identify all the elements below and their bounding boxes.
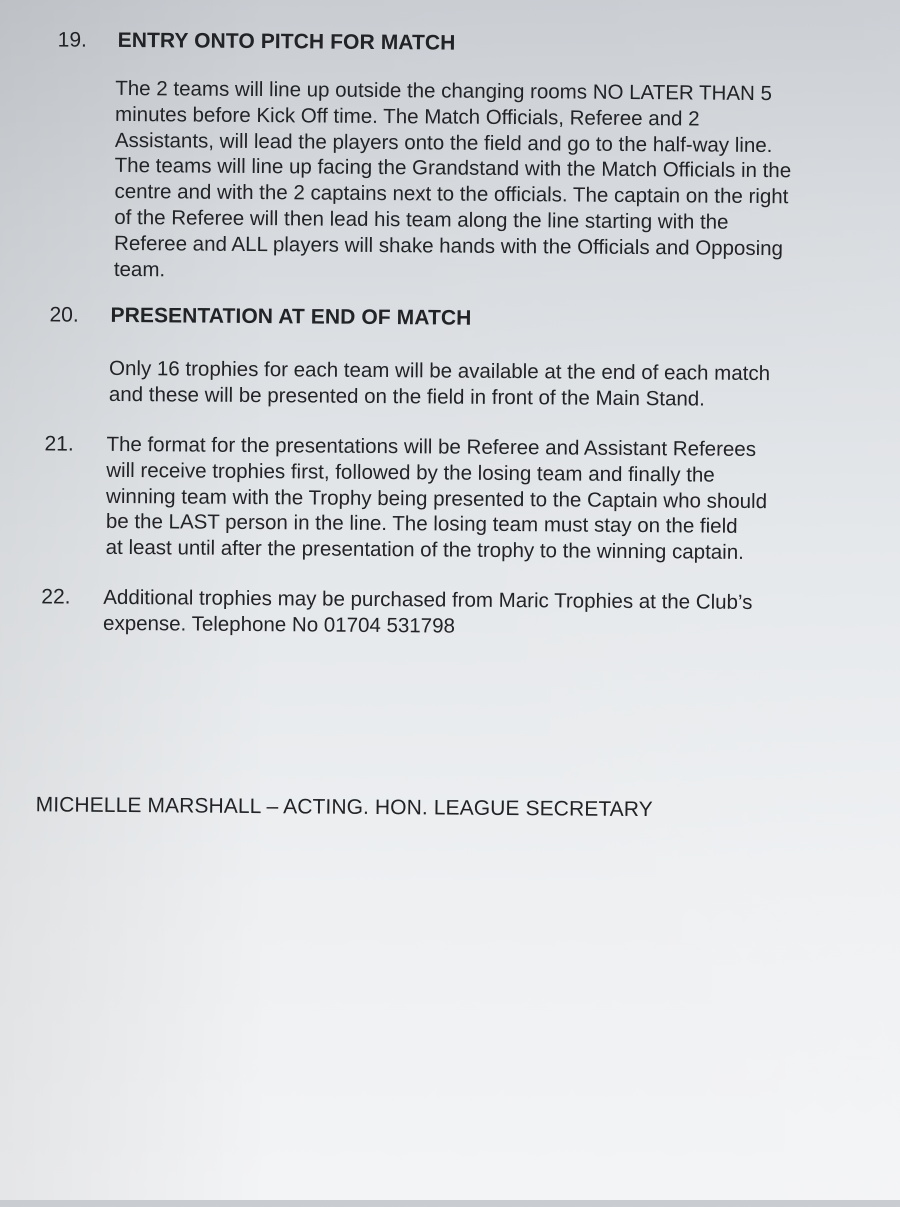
body-line: Additional trophies may be purchased from Maric Trophies at the Club’s — [103, 585, 753, 614]
section-number: 21. — [44, 432, 74, 456]
body-line: The teams will line up facing the Grandstand with the Match Officials in the — [114, 154, 792, 183]
body-line: The format for the presentations will be Referee and Assistant Referees — [106, 432, 757, 461]
section-heading: ENTRY ONTO PITCH FOR MATCH — [117, 28, 456, 55]
body-line: The 2 teams will line up outside the changing rooms NO LATER THAN 5 — [115, 76, 773, 106]
section-number: 22. — [41, 585, 71, 609]
section-body — [103, 585, 753, 642]
section-body — [114, 76, 792, 288]
body-line: winning team with the Trophy being presented to the Captain who should — [106, 484, 768, 513]
section-body — [109, 356, 770, 413]
body-line: and these will be presented on the field in front of the Main Stand. — [108, 382, 706, 411]
section-19 — [0, 0, 900, 281]
body-line: minutes before Kick Off time. The Match Officials, Referee and 2 — [115, 102, 700, 131]
section-heading: PRESENTATION AT END OF MATCH — [110, 303, 472, 330]
body-line: centre and with the 2 captains next to the officials. The captain on the right — [114, 180, 789, 209]
body-line: Assistants, will lead the players onto the field and go to the half-way line. — [114, 128, 773, 157]
body-line: at least until after the presentation of the trophy to the winning captain. — [105, 536, 744, 565]
body-line: Referee and ALL players will shake hands with the Officials and Opposing — [114, 231, 784, 260]
body-line: expense. Telephone No 01704 531798 — [103, 611, 456, 638]
body-line: team. — [113, 257, 166, 281]
body-line: be the LAST person in the line. The losing team must stay on the field — [105, 510, 738, 539]
signature-line: MICHELLE MARSHALL – ACTING. HON. LEAGUE SECRETARY — [35, 793, 653, 822]
section-number: 20. — [49, 303, 79, 327]
body-line: of the Referee will then lead his team along the line starting with the — [114, 205, 729, 234]
body-line: will receive trophies first, followed by the losing team and finally the — [106, 458, 715, 487]
section-body — [106, 432, 768, 566]
section-number: 19. — [57, 28, 87, 52]
body-line: Only 16 trophies for each team will be available at the end of each match — [109, 356, 771, 386]
